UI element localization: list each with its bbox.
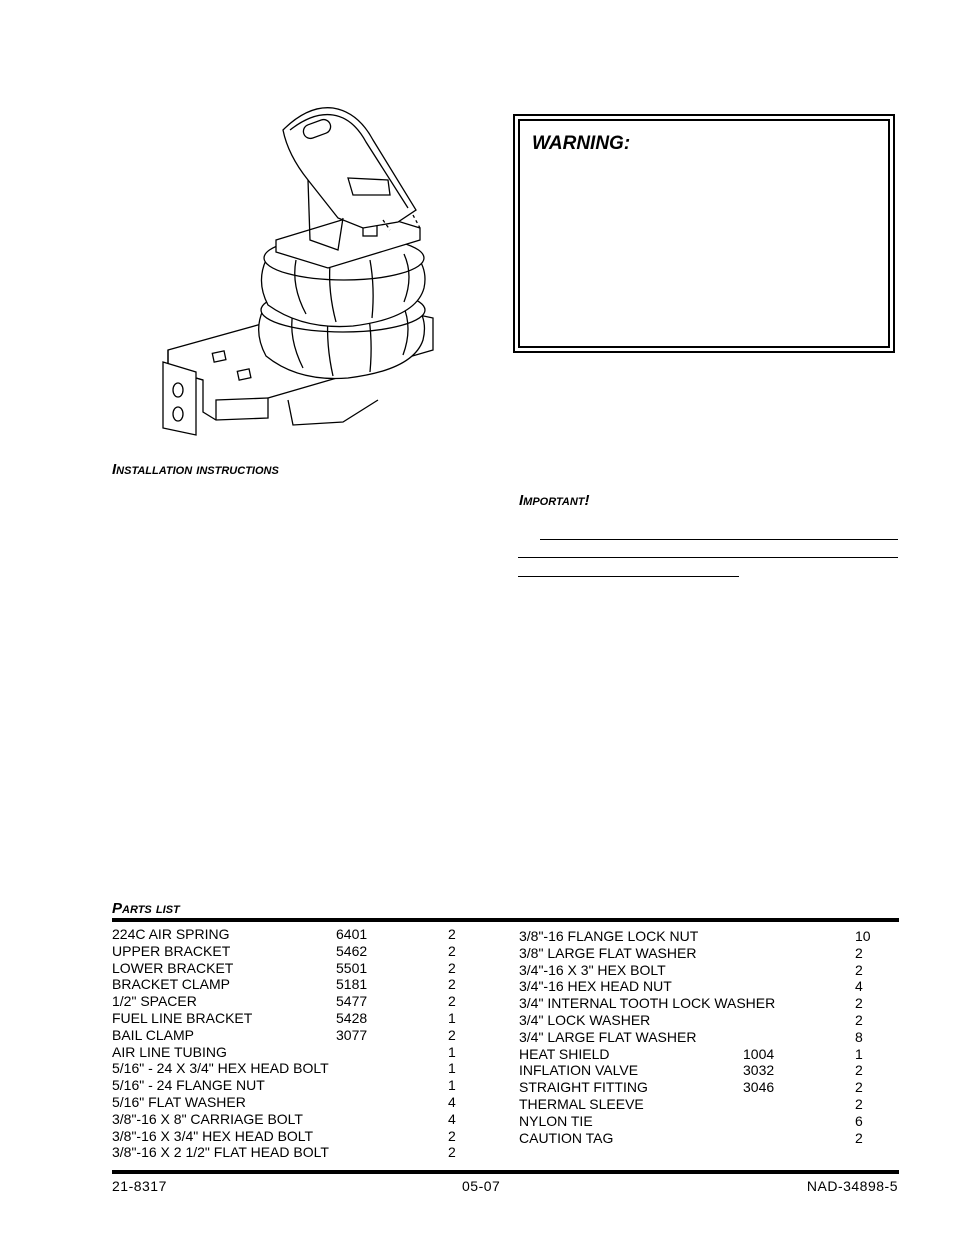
part-number: 5501: [336, 959, 368, 976]
parts-row: [519, 928, 879, 945]
footer-document-number: 21-8317: [112, 1178, 167, 1194]
parts-list-heading: Parts list: [112, 900, 180, 917]
parts-row: [519, 1130, 879, 1147]
part-number: 6401: [336, 926, 368, 942]
part-quantity: 4: [448, 1110, 456, 1127]
air-spring-illustration: [158, 100, 443, 438]
parts-row: [112, 1010, 472, 1027]
parts-row: [519, 1113, 879, 1130]
part-quantity: 2: [855, 1062, 863, 1079]
part-name: 3/8" LARGE FLAT WASHER: [519, 944, 697, 961]
part-quantity: 2: [855, 944, 863, 961]
part-name: 224C AIR SPRING: [112, 926, 230, 942]
part-quantity: 2: [855, 961, 863, 978]
part-name: 3/4" INTERNAL TOOTH LOCK WASHER: [519, 995, 776, 1012]
part-quantity: 1: [448, 1043, 456, 1060]
part-name: HEAT SHIELD: [519, 1045, 610, 1062]
part-quantity: 2: [855, 1096, 863, 1112]
part-quantity: 2: [448, 926, 456, 942]
part-quantity: 4: [448, 1094, 456, 1110]
part-quantity: 2: [448, 1026, 456, 1043]
part-quantity: 2: [448, 1127, 456, 1144]
parts-row: [519, 995, 879, 1012]
warning-box: [513, 114, 895, 353]
warning-title: WARNING:: [532, 133, 631, 154]
part-quantity: 2: [855, 1012, 863, 1028]
part-name: 3/4"-16 HEX HEAD NUT: [519, 978, 672, 995]
part-quantity: 2: [448, 1144, 456, 1161]
part-name: 3/8"-16 FLANGE LOCK NUT: [519, 928, 699, 944]
parts-row: [112, 1027, 472, 1044]
part-quantity: 10: [855, 928, 871, 944]
parts-list-left-column: [112, 926, 472, 1166]
parts-row: [112, 1128, 472, 1145]
part-quantity: 4: [855, 978, 863, 995]
parts-row: [519, 1046, 879, 1063]
part-name: STRAIGHT FITTING: [519, 1079, 648, 1096]
parts-row: [112, 943, 472, 960]
parts-row: [112, 1111, 472, 1128]
part-name: 3/4"-16 X 3" HEX BOLT: [519, 961, 666, 978]
parts-row: [112, 1144, 472, 1161]
part-quantity: 1: [448, 1077, 456, 1094]
important-heading: Important!: [519, 492, 590, 509]
part-name: NYLON TIE: [519, 1112, 593, 1129]
part-name: 5/16" - 24 FLANGE NUT: [112, 1077, 265, 1094]
parts-row: [112, 926, 472, 943]
part-quantity: 2: [855, 1129, 863, 1146]
part-name: CAUTION TAG: [519, 1129, 614, 1146]
parts-list-right-column: [519, 928, 879, 1168]
important-rule-3: [518, 576, 739, 577]
part-name: 3/8"-16 X 3/4" HEX HEAD BOLT: [112, 1127, 314, 1144]
parts-row: [112, 1094, 472, 1111]
parts-row: [519, 1029, 879, 1046]
part-name: 3/4" LOCK WASHER: [519, 1012, 651, 1028]
part-name: 1/2" SPACER: [112, 993, 197, 1010]
parts-row: [112, 960, 472, 977]
parts-row: [112, 1060, 472, 1077]
part-quantity: 8: [855, 1028, 863, 1045]
part-name: 5/16" FLAT WASHER: [112, 1094, 246, 1110]
part-quantity: 1: [448, 1060, 456, 1077]
part-name: 3/4" LARGE FLAT WASHER: [519, 1028, 697, 1045]
part-quantity: 2: [448, 942, 456, 959]
parts-row: [519, 945, 879, 962]
part-number: 5428: [336, 1010, 368, 1026]
important-rule-1: [540, 539, 898, 540]
footer-date: 05-07: [462, 1178, 501, 1194]
part-name: LOWER BRACKET: [112, 959, 234, 976]
parts-list-top-rule: [112, 918, 899, 922]
part-name: INFLATION VALVE: [519, 1062, 639, 1079]
parts-row: [112, 1044, 472, 1061]
part-quantity: 2: [855, 995, 863, 1012]
installation-instructions-heading: Installation instructions: [112, 461, 279, 478]
part-number: 5462: [336, 942, 368, 959]
part-number: 1004: [743, 1045, 775, 1062]
part-name: FUEL LINE BRACKET: [112, 1010, 253, 1026]
part-name: 3/8"-16 X 8" CARRIAGE BOLT: [112, 1110, 303, 1127]
parts-row: [112, 1077, 472, 1094]
part-quantity: 1: [855, 1045, 863, 1062]
part-name: UPPER BRACKET: [112, 942, 231, 959]
parts-row: [519, 1012, 879, 1029]
part-quantity: 2: [448, 959, 456, 976]
part-quantity: 2: [855, 1079, 863, 1096]
parts-row: [519, 1079, 879, 1096]
part-quantity: 2: [448, 993, 456, 1010]
parts-row: [112, 993, 472, 1010]
parts-row: [519, 1096, 879, 1113]
part-name: 5/16" - 24 X 3/4" HEX HEAD BOLT: [112, 1060, 329, 1077]
part-name: 3/8"-16 X 2 1/2" FLAT HEAD BOLT: [112, 1144, 329, 1161]
parts-row: [519, 1062, 879, 1079]
parts-list-bottom-rule: [112, 1170, 899, 1174]
parts-row: [519, 962, 879, 979]
important-rule-2: [518, 557, 898, 558]
part-number: 3046: [743, 1079, 775, 1096]
footer-part-number: NAD-34898-5: [806, 1178, 898, 1194]
part-name: AIR LINE TUBING: [112, 1043, 227, 1060]
part-quantity: 6: [855, 1112, 863, 1129]
part-number: 5477: [336, 993, 368, 1010]
part-name: BAIL CLAMP: [112, 1026, 194, 1043]
part-number: 5181: [336, 976, 368, 993]
warning-inner-frame: [518, 119, 890, 348]
part-number: 3077: [336, 1026, 368, 1043]
part-quantity: 1: [448, 1010, 456, 1026]
parts-row: [112, 976, 472, 993]
part-number: 3032: [743, 1062, 775, 1079]
part-quantity: 2: [448, 976, 456, 993]
parts-row: [519, 978, 879, 995]
part-name: BRACKET CLAMP: [112, 976, 230, 993]
part-name: THERMAL SLEEVE: [519, 1096, 644, 1112]
